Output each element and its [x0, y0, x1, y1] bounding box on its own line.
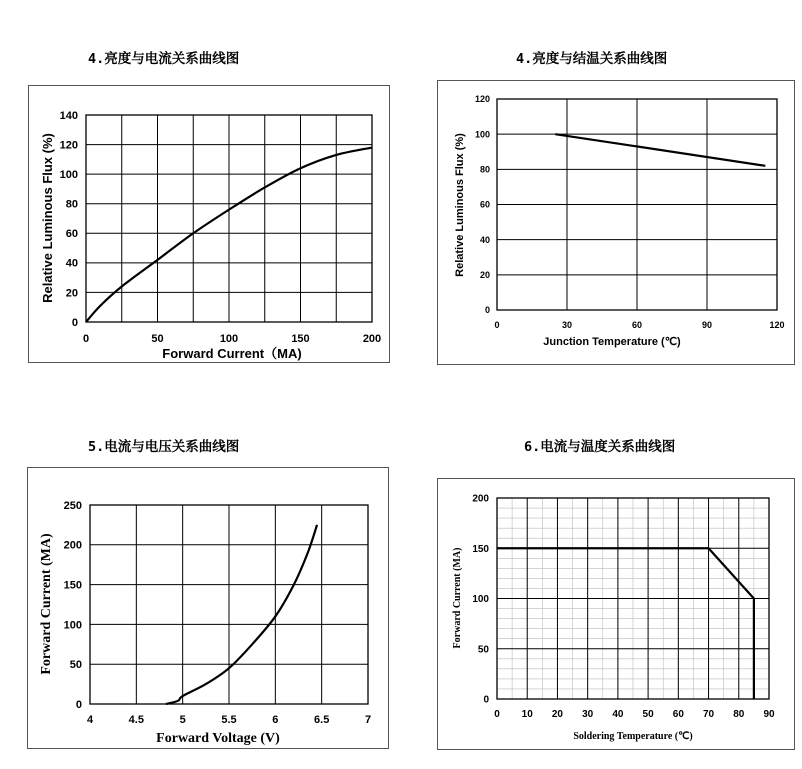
y-tick-label: 0: [484, 305, 490, 316]
chart-2: [454, 94, 785, 348]
x-tick-label: 30: [561, 320, 573, 330]
y-tick-label: 200: [63, 539, 82, 552]
x-tick-label: 5: [179, 714, 186, 726]
x-axis-label: Forward Current（MA): [162, 346, 302, 361]
y-tick-label: 150: [63, 579, 82, 592]
y-axis-label: Relative Luminous Flux (%): [40, 133, 55, 303]
series-line: [497, 548, 754, 699]
y-tick-label: 100: [63, 619, 82, 632]
caption-chart-3-cn: 5.电流与电压关系曲线图: [88, 439, 240, 455]
x-axis-label: Junction Temperature (℃): [543, 336, 681, 348]
y-tick-label: 80: [479, 164, 490, 175]
y-tick-label: 50: [477, 644, 489, 656]
caption-chart-1-cn: 4.亮度与电流关系曲线图: [88, 51, 240, 67]
x-tick-label: 150: [291, 333, 310, 345]
chart-1: [40, 110, 381, 361]
y-tick-label: 40: [479, 234, 490, 245]
series-line: [166, 525, 317, 704]
chart-3: [39, 500, 371, 746]
chart-4: [452, 494, 775, 743]
y-tick-label: 140: [59, 109, 78, 122]
x-tick-label: 0: [494, 320, 500, 330]
y-tick-label: 20: [65, 287, 78, 300]
x-tick-label: 10: [521, 709, 533, 720]
x-tick-label: 0: [82, 333, 90, 345]
x-tick-label: 90: [763, 709, 775, 720]
x-tick-label: 70: [702, 709, 715, 720]
y-tick-label: 100: [474, 129, 490, 140]
y-tick-label: 200: [472, 493, 489, 505]
y-tick-label: 0: [75, 698, 82, 711]
y-tick-label: 250: [63, 499, 82, 512]
y-tick-label: 50: [69, 659, 82, 672]
y-tick-label: 100: [59, 168, 78, 181]
x-tick-label: 80: [733, 709, 745, 720]
y-axis-label: Forward Current (MA): [39, 533, 54, 675]
x-tick-label: 0: [494, 709, 500, 720]
x-tick-label: 4: [86, 714, 94, 726]
y-tick-label: 60: [479, 199, 490, 210]
x-tick-label: 40: [612, 709, 624, 720]
y-tick-label: 150: [472, 543, 489, 555]
y-tick-label: 120: [474, 94, 490, 105]
y-tick-label: 80: [65, 198, 78, 211]
x-tick-label: 30: [582, 709, 594, 720]
x-tick-label: 6.5: [314, 714, 330, 726]
x-tick-label: 4.5: [128, 714, 144, 726]
x-axis-label: Forward Voltage (V): [156, 731, 280, 746]
y-tick-label: 20: [479, 269, 490, 280]
x-tick-label: 120: [769, 320, 785, 330]
y-tick-label: 100: [472, 594, 489, 605]
y-tick-label: 40: [65, 257, 78, 270]
x-tick-label: 90: [701, 320, 713, 330]
y-axis-label: Forward Current (MA): [452, 547, 463, 649]
x-tick-label: 6: [272, 714, 279, 726]
y-tick-label: 60: [65, 228, 78, 241]
y-tick-label: 0: [71, 316, 78, 329]
x-tick-label: 7: [364, 714, 372, 726]
x-tick-label: 5.5: [221, 714, 237, 726]
x-tick-label: 60: [672, 709, 684, 720]
x-tick-label: 100: [219, 333, 239, 345]
x-axis-label: Soldering Temperature (℃): [573, 731, 693, 742]
caption-chart-4-cn: 6.电流与温度关系曲线图: [524, 439, 676, 455]
series-line: [555, 134, 765, 166]
x-tick-label: 60: [631, 320, 643, 330]
x-tick-label: 50: [642, 709, 654, 720]
y-axis-label: Relative Luminous Flux (%): [454, 133, 466, 277]
caption-chart-2-cn: 4.亮度与结温关系曲线图: [516, 51, 668, 67]
x-tick-label: 20: [551, 709, 564, 720]
y-tick-label: 0: [483, 694, 489, 706]
x-tick-label: 50: [151, 333, 164, 345]
x-tick-label: 200: [362, 333, 382, 345]
y-tick-label: 120: [59, 139, 78, 152]
